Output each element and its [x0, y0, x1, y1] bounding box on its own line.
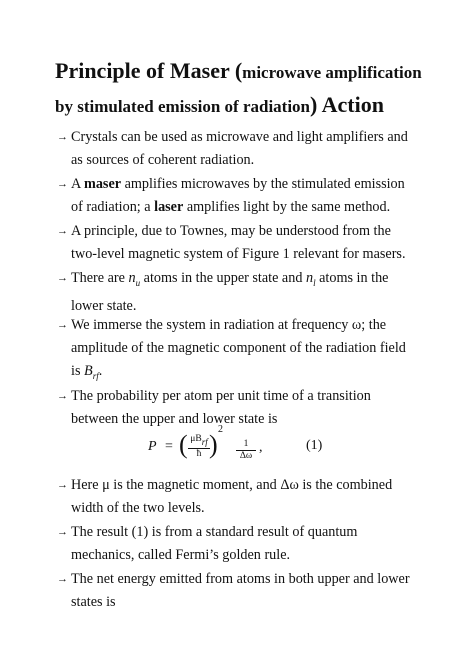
- arrow-icon: →: [57, 225, 68, 237]
- bullet-text: We immerse the system in radiation at frequency ω; the amplitude of the magnetic component of the radiation field is: [71, 317, 406, 379]
- eq-comma: ,: [259, 440, 263, 455]
- term-laser: laser: [154, 199, 184, 215]
- bullet-item: [57, 521, 411, 567]
- eq-equals: =: [165, 439, 173, 454]
- arrow-icon: →: [57, 178, 68, 190]
- bullet-item: [57, 267, 411, 318]
- bullet-text: atoms in the upper state and: [140, 270, 306, 286]
- bullet-item: [57, 126, 411, 172]
- eq-domega: Δω: [239, 451, 253, 461]
- bullet-text: The probability per atom per unit time of a transition between the upper and lower state is: [71, 388, 371, 427]
- bullet-item: [57, 474, 411, 520]
- title-subtitle: microwave amplification by stimulated emission of radiation: [55, 63, 422, 116]
- bullet-text: The net energy emitted from atoms in both upper and lower states is: [71, 571, 410, 610]
- eq-right-paren: ): [209, 430, 218, 459]
- bullet-text: atoms in the lower state.: [71, 270, 389, 314]
- eq-hbar: ħ: [196, 449, 202, 459]
- arrow-icon: →: [57, 479, 68, 491]
- bullet-text: A: [71, 176, 85, 192]
- var-B: B: [84, 363, 93, 379]
- bullet-text: The result (1) is from a standard result of quantum mechanics, called Fermi’s golden rule.: [71, 524, 358, 563]
- arrow-icon: →: [57, 272, 68, 284]
- bullet-text: A principle, due to Townes, may be understood from the two-level magnetic system of Figure 1 relevant for masers.: [71, 223, 406, 262]
- eq-fraction-1-over-domega: [236, 439, 256, 462]
- var-n: n: [128, 270, 136, 286]
- eq-left-paren: (: [179, 430, 188, 459]
- arrow-icon: →: [57, 526, 68, 538]
- bullet-text: amplifies microwaves by the stimulated emission of radiation; a: [71, 176, 405, 215]
- arrow-icon: →: [57, 573, 68, 585]
- equation-1: [148, 424, 348, 464]
- title-main: Principle of Maser: [55, 58, 230, 83]
- term-maser: maser: [84, 176, 122, 192]
- title-paren-close: ): [310, 92, 318, 117]
- eq-one: 1: [236, 439, 256, 451]
- bullet-text: Crystals can be used as microwave and light amplifiers and as sources of coherent radiation.: [71, 129, 408, 168]
- eq-number: (1): [306, 438, 323, 453]
- eq-power: 2: [218, 424, 223, 435]
- subscript-l: l: [313, 278, 316, 288]
- subscript-rf: rf: [92, 371, 99, 381]
- arrow-icon: →: [57, 319, 68, 331]
- bullet-text: amplifies light by the same method.: [183, 199, 391, 215]
- eq-P: P: [148, 439, 157, 454]
- subscript-u: u: [135, 278, 141, 288]
- bullet-item: [57, 568, 411, 614]
- title-tail: Action: [321, 92, 384, 117]
- bullet-text: There are: [71, 270, 129, 286]
- bullet-text: .: [98, 363, 103, 379]
- eq-muB: μB: [190, 434, 202, 444]
- page-title: [55, 55, 435, 123]
- arrow-icon: →: [57, 390, 68, 402]
- bullet-item: [57, 220, 411, 266]
- title-paren-open: (: [234, 58, 243, 83]
- var-n: n: [305, 270, 314, 286]
- eq-fraction-muB-over-hbar: [188, 434, 210, 460]
- bullet-item: [57, 173, 411, 219]
- bullet-text: Here μ is the magnetic moment, and Δω is the combined width of the two levels.: [71, 477, 393, 516]
- bullet-item: [57, 385, 411, 431]
- bullet-item: [57, 314, 411, 388]
- arrow-icon: →: [57, 131, 68, 143]
- eq-rf: rf: [201, 437, 208, 447]
